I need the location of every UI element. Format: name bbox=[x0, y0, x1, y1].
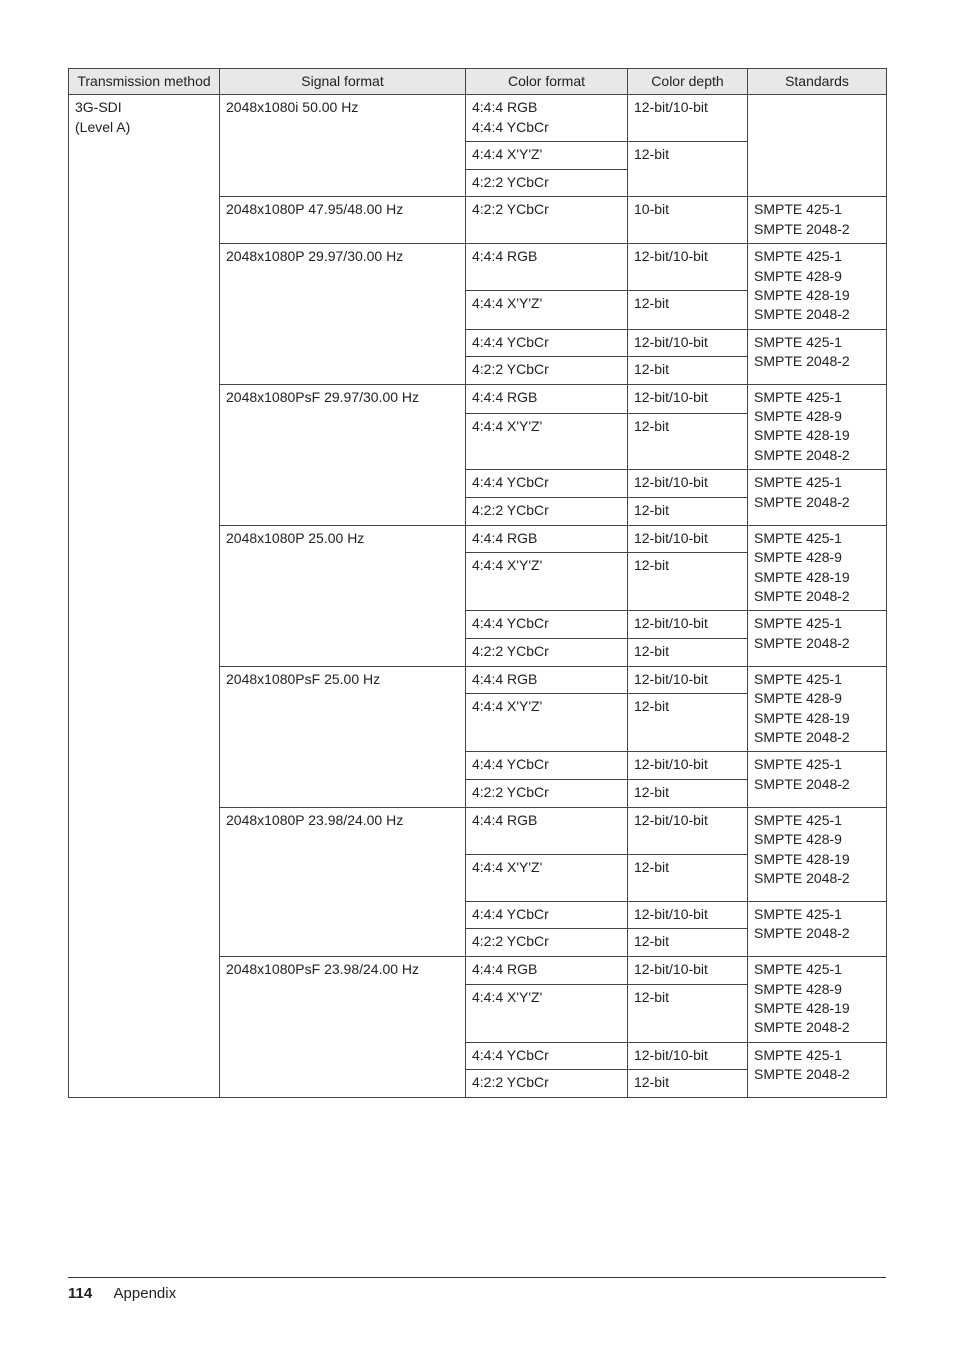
cell-line: 4:4:4 YCbCr bbox=[472, 756, 549, 773]
cell-line: SMPTE 428-19 bbox=[754, 427, 850, 444]
cell-line: SMPTE 428-9 bbox=[754, 267, 842, 284]
color-depth-cell: 12-bit bbox=[628, 984, 748, 1042]
cell-line: SMPTE 2048-2 bbox=[754, 306, 850, 323]
color-depth-cell: 12-bit bbox=[628, 497, 748, 525]
color-format-cell bbox=[466, 666, 628, 693]
standards-cell bbox=[748, 957, 887, 1043]
table-body bbox=[69, 95, 887, 1097]
page-number: 114 bbox=[68, 1285, 93, 1302]
cell-line: SMPTE 425-1 bbox=[754, 615, 842, 632]
color-format-cell bbox=[466, 290, 628, 329]
cell-line: SMPTE 2048-2 bbox=[754, 353, 850, 370]
cell-line: 4:2:2 YCbCr bbox=[472, 1074, 549, 1091]
color-format-cell bbox=[466, 984, 628, 1042]
color-depth-cell: 12-bit bbox=[628, 694, 748, 752]
cell-line: SMPTE 2048-2 bbox=[754, 446, 850, 463]
color-format-cell bbox=[466, 1070, 628, 1097]
cell-line: SMPTE 425-1 bbox=[754, 388, 842, 405]
cell-line: SMPTE 428-9 bbox=[754, 408, 842, 425]
cell-line: 4:4:4 RGB bbox=[472, 529, 538, 546]
color-format-cell bbox=[466, 807, 628, 854]
color-depth-cell: 12-bit bbox=[628, 553, 748, 611]
cell-line: 4:4:4 X'Y'Z' bbox=[472, 417, 543, 434]
color-format-cell bbox=[466, 329, 628, 356]
color-format-cell bbox=[466, 901, 628, 928]
header-standards: Standards bbox=[748, 69, 887, 95]
color-format-cell bbox=[466, 694, 628, 752]
color-depth-cell: 12-bit bbox=[628, 854, 748, 901]
standards-cell bbox=[748, 470, 887, 525]
page-footer bbox=[68, 1285, 176, 1302]
color-depth-cell: 12-bit/10-bit bbox=[628, 384, 748, 413]
color-format-cell bbox=[466, 384, 628, 413]
cell-line: 4:4:4 YCbCr bbox=[472, 615, 549, 632]
cell-line: 3G-SDI bbox=[75, 99, 122, 116]
cell-line: SMPTE 425-1 bbox=[754, 756, 842, 773]
table-header bbox=[69, 69, 887, 95]
color-format-cell bbox=[466, 142, 628, 169]
signal-format-cell: 2048x1080P 47.95/48.00 Hz bbox=[220, 197, 466, 244]
cell-line: 4:4:4 X'Y'Z' bbox=[472, 698, 543, 715]
cell-line: 4:4:4 RGB bbox=[472, 811, 538, 828]
standards-cell bbox=[748, 1042, 887, 1097]
cell-line: SMPTE 428-19 bbox=[754, 287, 850, 304]
color-format-cell bbox=[466, 95, 628, 142]
cell-line: 4:2:2 YCbCr bbox=[472, 783, 549, 800]
signal-format-table bbox=[68, 68, 887, 1098]
cell-line: 4:4:4 X'Y'Z' bbox=[472, 557, 543, 574]
cell-line: SMPTE 428-19 bbox=[754, 850, 850, 867]
cell-line: SMPTE 428-19 bbox=[754, 709, 850, 726]
cell-line: 4:4:4 RGB bbox=[472, 99, 538, 116]
signal-format-cell: 2048x1080PsF 29.97/30.00 Hz bbox=[220, 384, 466, 525]
cell-line: 4:2:2 YCbCr bbox=[472, 201, 549, 218]
color-depth-cell: 12-bit/10-bit bbox=[628, 1042, 748, 1069]
color-depth-cell: 12-bit/10-bit bbox=[628, 470, 748, 497]
cell-line: SMPTE 2048-2 bbox=[754, 587, 850, 604]
color-depth-cell: 12-bit/10-bit bbox=[628, 957, 748, 984]
color-depth-cell: 12-bit/10-bit bbox=[628, 901, 748, 928]
standards-cell bbox=[748, 244, 887, 330]
standards-cell bbox=[748, 197, 887, 244]
cell-line: SMPTE 2048-2 bbox=[754, 728, 850, 745]
cell-line: 4:4:4 X'Y'Z' bbox=[472, 146, 543, 163]
color-format-cell bbox=[466, 957, 628, 984]
header-color-format: Color format bbox=[466, 69, 628, 95]
cell-line: SMPTE 425-1 bbox=[754, 529, 842, 546]
color-format-cell bbox=[466, 470, 628, 497]
color-depth-cell: 12-bit/10-bit bbox=[628, 525, 748, 552]
standards-cell bbox=[748, 901, 887, 956]
color-depth-cell: 12-bit bbox=[628, 357, 748, 384]
color-format-cell bbox=[466, 779, 628, 807]
footer-divider bbox=[68, 1277, 886, 1278]
cell-line: 4:4:4 YCbCr bbox=[472, 333, 549, 350]
cell-line: 4:4:4 RGB bbox=[472, 248, 538, 265]
cell-line: SMPTE 2048-2 bbox=[754, 925, 850, 942]
color-depth-cell: 12-bit/10-bit bbox=[628, 807, 748, 854]
cell-line: 4:4:4 X'Y'Z' bbox=[472, 294, 543, 311]
color-format-cell bbox=[466, 244, 628, 290]
cell-line: SMPTE 2048-2 bbox=[754, 775, 850, 792]
color-depth-cell: 12-bit/10-bit bbox=[628, 752, 748, 779]
cell-line: 4:4:4 YCbCr bbox=[472, 905, 549, 922]
section-title: Appendix bbox=[113, 1285, 177, 1302]
standards-cell bbox=[748, 329, 887, 384]
color-depth-cell: 12-bit bbox=[628, 1070, 748, 1097]
cell-line: SMPTE 425-1 bbox=[754, 811, 842, 828]
color-depth-cell: 12-bit bbox=[628, 929, 748, 957]
cell-line: SMPTE 428-9 bbox=[754, 831, 842, 848]
standards-cell bbox=[748, 807, 887, 901]
color-format-cell bbox=[466, 525, 628, 552]
standards-cell bbox=[748, 666, 887, 752]
color-depth-cell: 12-bit bbox=[628, 290, 748, 329]
cell-line: SMPTE 428-9 bbox=[754, 980, 842, 997]
signal-format-cell: 2048x1080PsF 23.98/24.00 Hz bbox=[220, 957, 466, 1097]
cell-line: SMPTE 425-1 bbox=[754, 961, 842, 978]
cell-line: SMPTE 428-9 bbox=[754, 549, 842, 566]
color-depth-cell: 12-bit/10-bit bbox=[628, 611, 748, 639]
cell-line: SMPTE 428-9 bbox=[754, 690, 842, 707]
standards-cell bbox=[748, 525, 887, 611]
color-format-cell bbox=[466, 357, 628, 384]
cell-line: SMPTE 425-1 bbox=[754, 201, 842, 218]
color-depth-cell: 12-bit/10-bit bbox=[628, 95, 748, 142]
cell-line: SMPTE 428-19 bbox=[754, 999, 850, 1016]
color-format-cell bbox=[466, 611, 628, 639]
signal-format-cell: 2048x1080P 25.00 Hz bbox=[220, 525, 466, 666]
standards-cell bbox=[748, 611, 887, 666]
cell-line: SMPTE 425-1 bbox=[754, 474, 842, 491]
cell-line: 4:4:4 RGB bbox=[472, 961, 538, 978]
cell-line: (Level A) bbox=[75, 118, 131, 135]
standards-cell bbox=[748, 384, 887, 470]
transmission-method-cell bbox=[69, 95, 220, 1097]
color-format-cell bbox=[466, 929, 628, 957]
cell-line: 4:4:4 YCbCr bbox=[472, 474, 549, 491]
color-format-cell bbox=[466, 197, 628, 244]
header-signal-format: Signal format bbox=[220, 69, 466, 95]
cell-line: SMPTE 425-1 bbox=[754, 248, 842, 265]
color-depth-cell: 12-bit/10-bit bbox=[628, 666, 748, 693]
color-format-cell bbox=[466, 854, 628, 901]
cell-line: SMPTE 425-1 bbox=[754, 333, 842, 350]
cell-line: 4:2:2 YCbCr bbox=[472, 501, 549, 518]
cell-line: 4:2:2 YCbCr bbox=[472, 643, 549, 660]
color-depth-cell: 12-bit bbox=[628, 639, 748, 666]
cell-line: SMPTE 428-19 bbox=[754, 568, 850, 585]
color-format-cell bbox=[466, 553, 628, 611]
color-format-cell bbox=[466, 752, 628, 779]
cell-line: 4:4:4 X'Y'Z' bbox=[472, 858, 543, 875]
cell-line: SMPTE 425-1 bbox=[754, 905, 842, 922]
cell-line: 4:4:4 X'Y'Z' bbox=[472, 988, 543, 1005]
cell-line: SMPTE 425-1 bbox=[754, 1046, 842, 1063]
color-format-cell bbox=[466, 639, 628, 666]
header-color-depth: Color depth bbox=[628, 69, 748, 95]
cell-line: 4:4:4 YCbCr bbox=[472, 118, 549, 135]
header-transmission-method: Transmission method bbox=[69, 69, 220, 95]
color-format-cell bbox=[466, 497, 628, 525]
color-format-cell bbox=[466, 169, 628, 196]
table-row bbox=[69, 95, 887, 142]
cell-line: SMPTE 2048-2 bbox=[754, 1066, 850, 1083]
color-depth-cell: 12-bit bbox=[628, 779, 748, 807]
color-depth-cell: 12-bit/10-bit bbox=[628, 244, 748, 290]
cell-line: 4:2:2 YCbCr bbox=[472, 933, 549, 950]
color-depth-cell: 10-bit bbox=[628, 197, 748, 244]
standards-cell bbox=[748, 752, 887, 807]
cell-line: SMPTE 2048-2 bbox=[754, 1019, 850, 1036]
cell-line: SMPTE 2048-2 bbox=[754, 634, 850, 651]
signal-format-cell: 2048x1080P 23.98/24.00 Hz bbox=[220, 807, 466, 956]
signal-format-cell: 2048x1080PsF 25.00 Hz bbox=[220, 666, 466, 807]
cell-line: 4:4:4 RGB bbox=[472, 670, 538, 687]
cell-line: 4:4:4 YCbCr bbox=[472, 1046, 549, 1063]
color-format-cell bbox=[466, 1042, 628, 1069]
cell-line: SMPTE 425-1 bbox=[754, 670, 842, 687]
signal-format-cell: 2048x1080P 29.97/30.00 Hz bbox=[220, 244, 466, 384]
cell-line: 4:4:4 RGB bbox=[472, 388, 538, 405]
cell-line: 4:2:2 YCbCr bbox=[472, 173, 549, 190]
color-depth-cell: 12-bit bbox=[628, 142, 748, 197]
color-format-cell bbox=[466, 413, 628, 469]
color-depth-cell: 12-bit/10-bit bbox=[628, 329, 748, 356]
color-depth-cell: 12-bit bbox=[628, 413, 748, 469]
cell-line: 4:2:2 YCbCr bbox=[472, 361, 549, 378]
cell-line: SMPTE 2048-2 bbox=[754, 869, 850, 886]
standards-cell bbox=[748, 95, 887, 197]
cell-line: SMPTE 2048-2 bbox=[754, 220, 850, 237]
header-row bbox=[69, 69, 887, 95]
cell-line: SMPTE 2048-2 bbox=[754, 493, 850, 510]
signal-format-cell: 2048x1080i 50.00 Hz bbox=[220, 95, 466, 197]
